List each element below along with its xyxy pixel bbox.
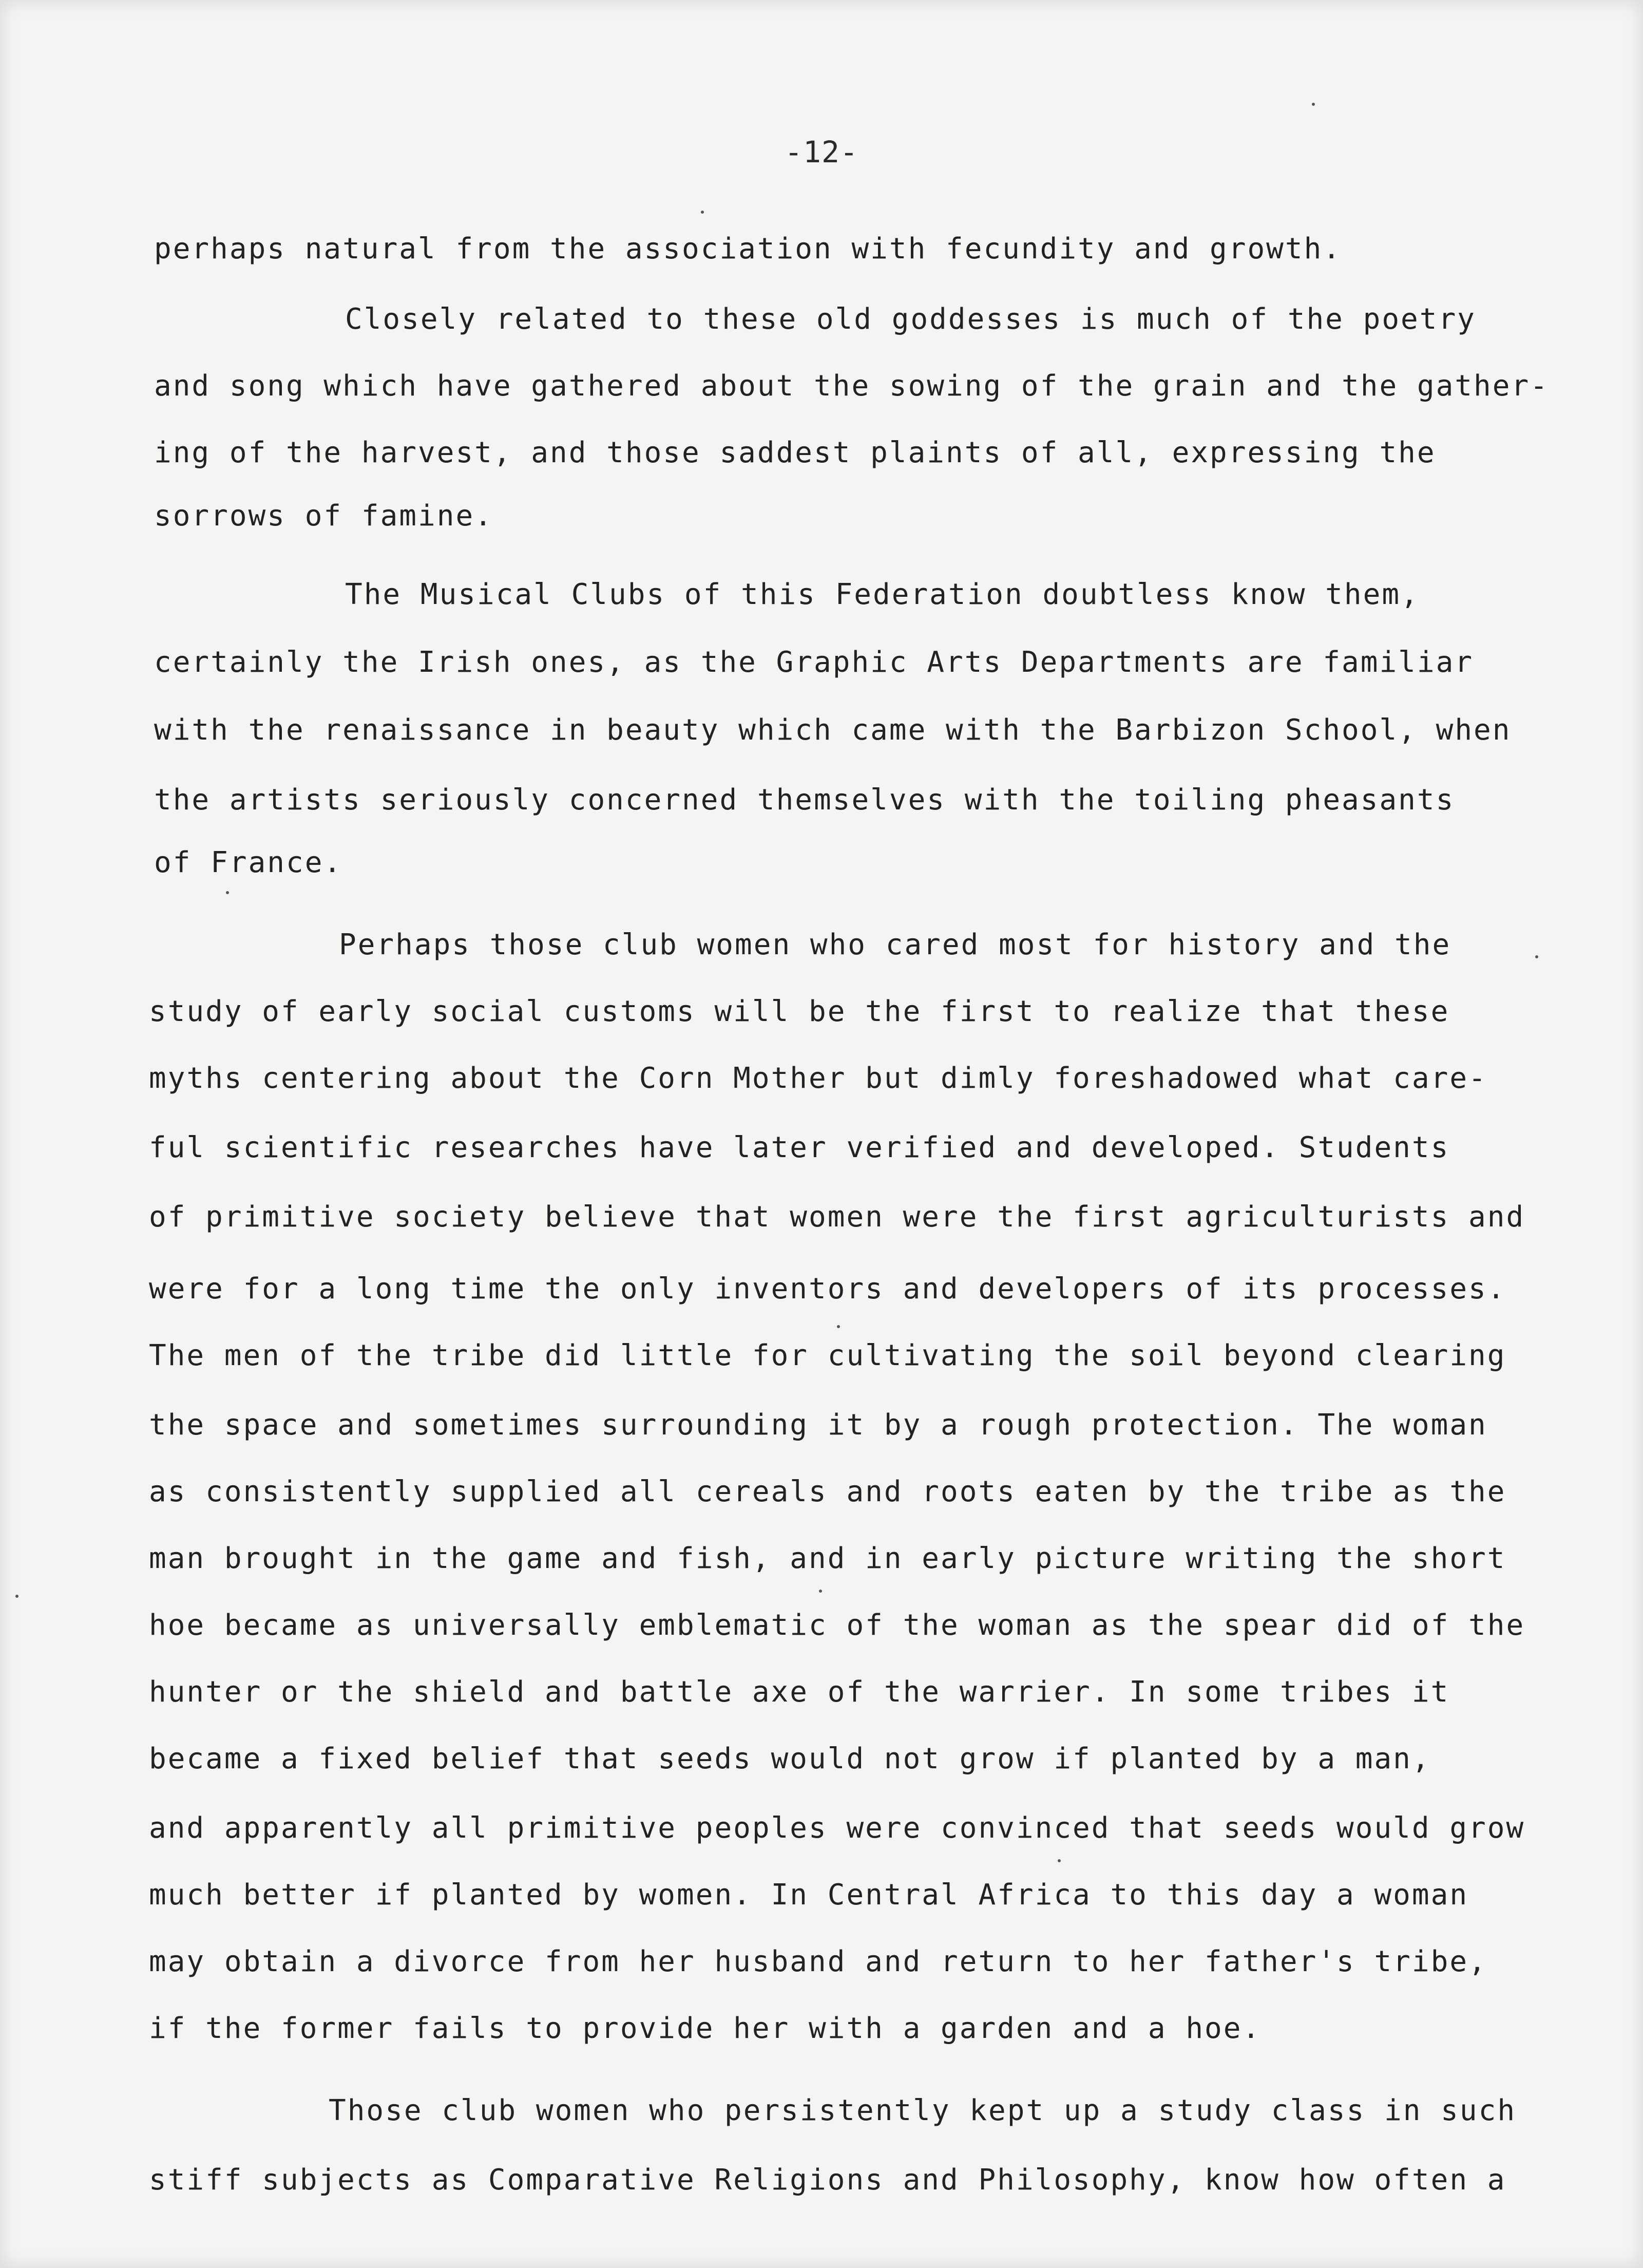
text-line: of primitive society believe that women were the first agriculturists and (149, 1200, 1525, 1234)
text-line: with the renaissance in beauty which came with the Barbizon School, when (154, 713, 1512, 747)
text-line: Closely related to these old goddesses is much of the poetry (345, 303, 1476, 336)
text-line: The Musical Clubs of this Federation doubtless know them, (345, 578, 1420, 611)
text-line: myths centering about the Corn Mother but dimly foreshadowed what care- (149, 1062, 1487, 1095)
text-line: certainly the Irish ones, as the Graphic Arts Departments are familiar (154, 646, 1474, 679)
text-line: much better if planted by women. In Central Africa to this day a woman (149, 1878, 1469, 1912)
text-line: stiff subjects as Comparative Religions and Philosophy, know how often a (149, 2163, 1506, 2197)
text-line: and apparently all primitive peoples were convinced that seeds would grow (149, 1811, 1525, 1845)
text-line: sorrows of famine. (154, 499, 493, 533)
text-line: the artists seriously concerned themselves with the toiling pheasants (154, 783, 1455, 817)
text-line: ful scientific researches have later verified and developed. Students (149, 1131, 1450, 1164)
text-line: Those club women who persistently kept up a study class in such (329, 2094, 1517, 2127)
text-line: if the former fails to provide her with a garden and a hoe. (149, 2012, 1262, 2045)
paper-speck (701, 211, 704, 214)
text-line: hoe became as universally emblematic of the woman as the spear did of the (149, 1609, 1525, 1642)
paper-speck (1058, 1859, 1061, 1862)
page-number: -12- (785, 135, 858, 169)
text-line: as consistently supplied all cereals and roots eaten by the tribe as the (149, 1475, 1506, 1508)
text-line: perhaps natural from the association with fecundity and growth. (154, 232, 1342, 266)
paper-speck (837, 1325, 840, 1328)
paper-speck (226, 891, 229, 894)
text-line: may obtain a divorce from her husband and return to her father's tribe, (149, 1945, 1487, 1978)
text-line: man brought in the game and fish, and in early picture writing the short (149, 1542, 1506, 1575)
text-line: ing of the harvest, and those saddest plaints of all, expressing the (154, 436, 1436, 469)
text-line: of France. (154, 846, 343, 879)
paper-speck (1535, 955, 1538, 958)
paper-speck (819, 1590, 822, 1593)
paper-speck (15, 1595, 18, 1598)
text-line: were for a long time the only inventors and developers of its processes. (149, 1272, 1506, 1306)
text-line: the space and sometimes surrounding it by a rough protection. The woman (149, 1408, 1487, 1442)
text-line: The men of the tribe did little for cultivating the soil beyond clearing (149, 1339, 1506, 1372)
text-line: became a fixed belief that seeds would not grow if planted by a man, (149, 1742, 1431, 1775)
paper-speck (1312, 103, 1315, 106)
text-line: Perhaps those club women who cared most for history and the (339, 928, 1451, 961)
text-line: hunter or the shield and battle axe of the warrier. In some tribes it (149, 1675, 1450, 1709)
text-line: and song which have gathered about the sowing of the grain and the gather- (154, 369, 1549, 403)
text-line: study of early social customs will be the first to realize that these (149, 995, 1450, 1028)
